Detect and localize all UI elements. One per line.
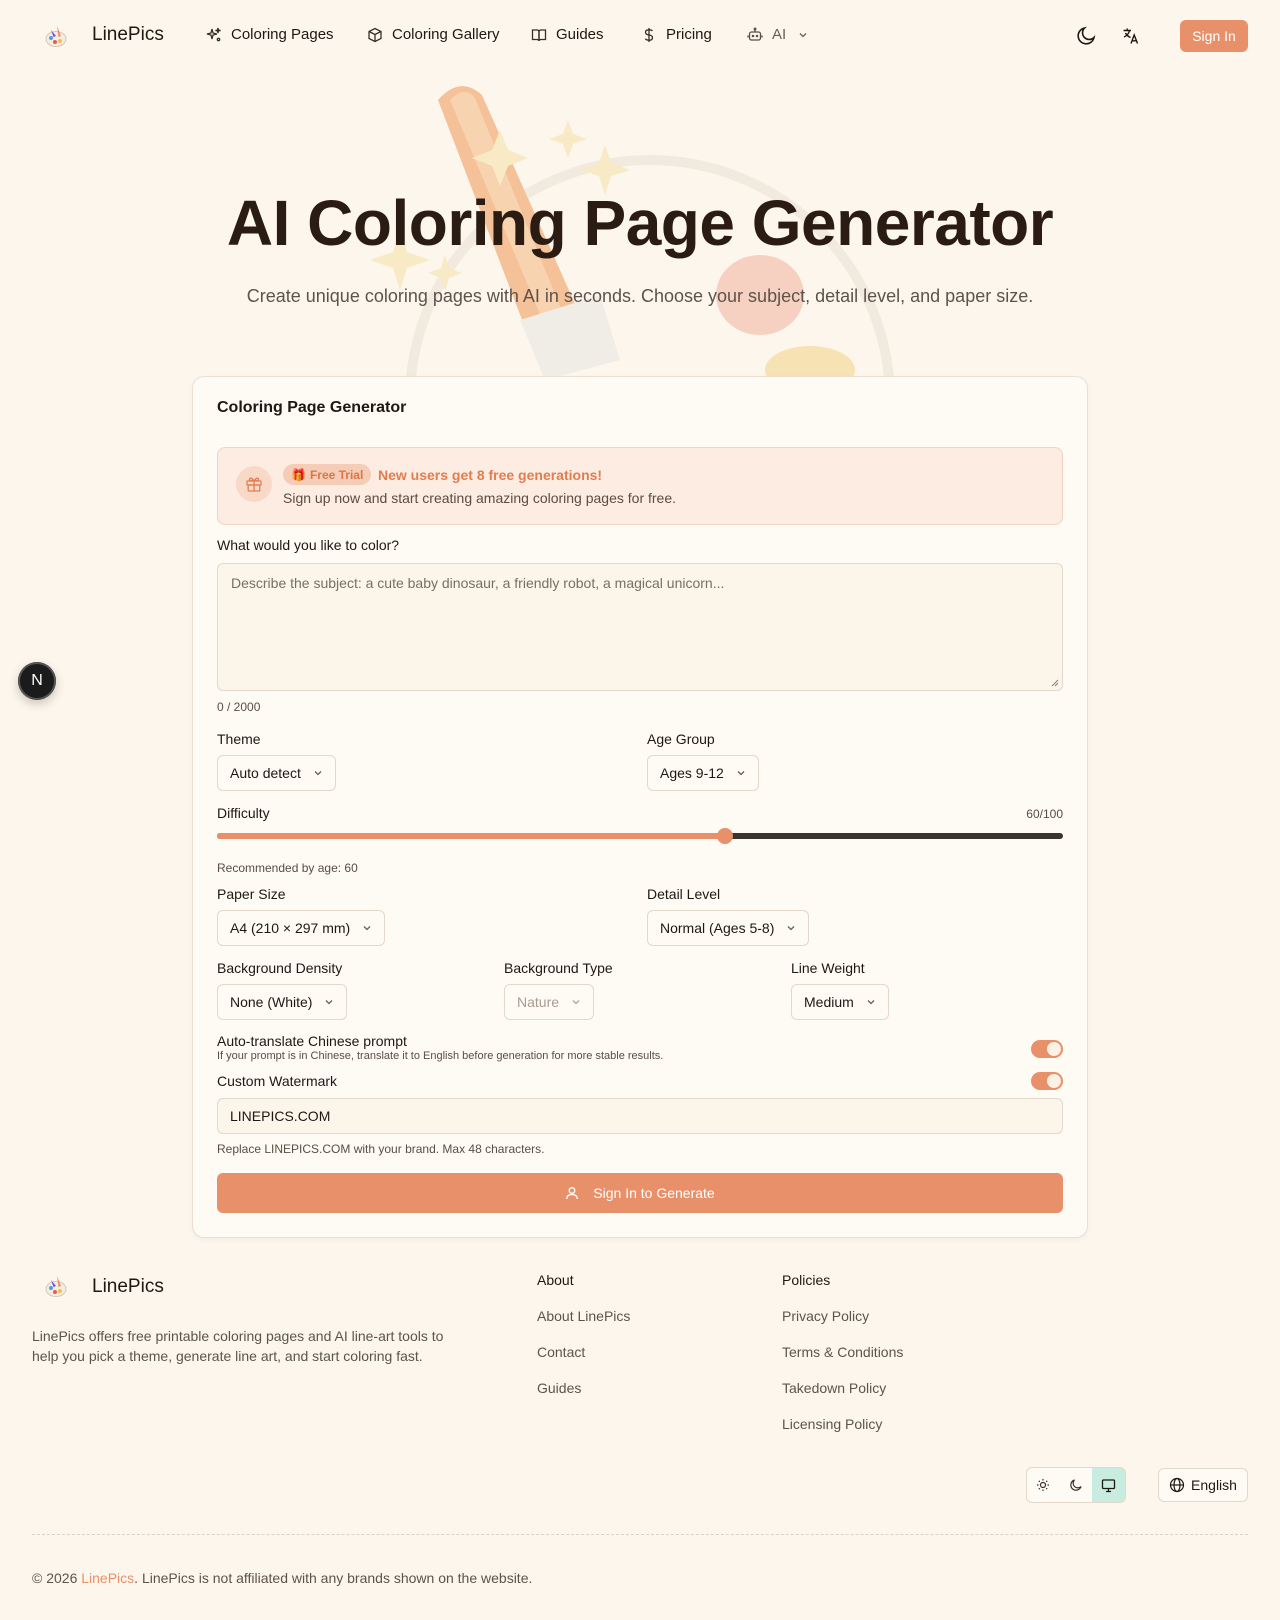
nav-ai-dropdown[interactable] [747,26,808,43]
page-title: AI Coloring Page Generator [226,187,1054,259]
footer-link-privacy[interactable]: Privacy Policy [782,1308,870,1324]
select-value: Nature [517,994,560,1010]
chevron-down-icon [798,30,808,40]
brand-name[interactable]: LinePics [92,24,164,45]
nav-guides[interactable] [531,26,604,43]
detail-level-label: Detail Level [647,886,721,902]
nav-coloring-gallery[interactable] [367,26,500,43]
theme-select[interactable] [217,755,336,791]
nav-label: Coloring Gallery [392,26,500,43]
paper-size-select[interactable] [217,910,385,946]
footer-about-title: About [537,1272,574,1288]
trial-headline: New users get 8 free generations! [378,467,603,483]
trial-text: Sign up now and start creating amazing coloring pages for free. [283,490,677,506]
gift-icon [245,475,263,493]
sun-icon [1036,1478,1050,1492]
copyright [32,1570,532,1586]
line-weight-label: Line Weight [791,960,865,976]
gift-emoji-icon: 🎁 [291,467,306,482]
monitor-icon [1101,1478,1116,1493]
palette-logo-icon[interactable] [42,1272,70,1300]
nav-label: Coloring Pages [231,26,334,43]
nav-label: Guides [556,26,604,43]
copyright-brand-link[interactable]: LinePics [81,1570,135,1586]
footer-link-licensing[interactable]: Licensing Policy [782,1416,883,1432]
robot-icon [747,27,763,43]
copyright-suffix: . LinePics is not affiliated with any brands shown on the website. [134,1570,533,1586]
floating-n-button[interactable]: N [18,662,56,700]
detail-level-select[interactable] [647,910,809,946]
paper-size-label: Paper Size [217,886,286,902]
footer-divider [32,1534,1248,1535]
language-selector[interactable] [1158,1468,1248,1502]
user-icon [565,1186,579,1200]
badge-label: Free Trial [309,467,364,482]
watermark-toggle[interactable] [1031,1072,1063,1090]
prompt-label: What would you like to color? [217,537,400,553]
sign-in-to-generate-button[interactable] [217,1173,1063,1213]
select-value: A4 (210 × 297 mm) [230,920,351,936]
select-value: Medium [804,994,854,1010]
difficulty-slider-thumb[interactable] [717,828,733,844]
chevron-down-icon [786,923,796,933]
top-navbar [0,0,1280,72]
auto-translate-toggle[interactable] [1031,1040,1063,1058]
free-trial-banner [217,447,1063,525]
chevron-down-icon [866,997,876,1007]
palette-logo-icon[interactable] [42,22,70,50]
footer-description: LinePics offers free printable coloring pages and AI line-art tools to help you pick a theme, generate line art, and start coloring fast. [32,1328,444,1364]
select-value: Ages 9-12 [660,765,724,781]
character-counter: 0 / 2000 [217,700,261,714]
difficulty-readout: 60/100 [1026,807,1063,821]
select-value: Auto detect [230,765,301,781]
chevron-down-icon [362,923,372,933]
footer-brand-name[interactable]: LinePics [92,1276,164,1297]
background-density-label: Background Density [217,960,343,976]
chevron-down-icon [313,768,323,778]
difficulty-label: Difficulty [217,805,270,821]
select-value: Normal (Ages 5-8) [660,920,775,936]
watermark-hint: Replace LINEPICS.COM with your brand. Max 48 characters. [217,1142,545,1156]
chevron-down-icon [571,997,581,1007]
difficulty-hint: Recommended by age: 60 [217,861,358,875]
select-value: None (White) [230,994,313,1010]
auto-translate-description: If your prompt is in Chinese, translate it to English before generation for more stable results. [217,1050,664,1062]
prompt-textarea[interactable] [217,563,1063,691]
auto-translate-label: Auto-translate Chinese prompt [217,1033,407,1049]
prompt-placeholder: Describe the subject: a cute baby dinosaur, a friendly robot, a magical unicorn... [231,575,725,591]
button-label: Sign In to Generate [593,1185,715,1201]
cube-icon [367,27,383,43]
background-type-label: Background Type [504,960,613,976]
dollar-icon [641,27,657,43]
globe-icon [1169,1477,1185,1493]
watermark-input[interactable]: LINEPICS.COM [217,1098,1063,1134]
page-subtitle: Create unique coloring pages with AI in seconds. Choose your subject, detail level, and paper size. [246,286,1034,306]
generator-card [192,376,1088,1238]
gift-icon-wrap [236,466,272,502]
resize-handle-icon[interactable] [1051,679,1059,687]
book-icon [531,27,547,43]
footer-policies-title: Policies [782,1272,831,1288]
translate-icon[interactable] [1122,27,1140,45]
age-group-label: Age Group [647,731,715,747]
nav-label: Pricing [666,26,712,43]
background-type-select [504,984,594,1020]
theme-switcher [1026,1467,1126,1503]
card-title: Coloring Page Generator [217,399,407,416]
chevron-down-icon [736,768,746,778]
footer-link-terms[interactable]: Terms & Conditions [782,1344,904,1360]
theme-dark-button[interactable] [1060,1468,1093,1502]
nav-pricing[interactable] [641,26,712,43]
moon-icon [1069,1478,1083,1492]
theme-system-button[interactable] [1092,1468,1125,1502]
footer-link-contact[interactable]: Contact [537,1344,586,1360]
free-trial-badge [283,464,371,485]
background-density-select[interactable] [217,984,347,1020]
footer-link-takedown[interactable]: Takedown Policy [782,1380,887,1396]
line-weight-select[interactable] [791,984,889,1020]
language-label: English [1191,1477,1237,1493]
watermark-label: Custom Watermark [217,1073,338,1089]
copyright-prefix: © 2026 [32,1570,82,1586]
nav-coloring-pages[interactable] [206,26,334,43]
footer-link-guides[interactable]: Guides [537,1380,582,1396]
moon-icon[interactable] [1076,24,1098,46]
sparkles-icon [206,27,222,43]
age-group-select[interactable] [647,755,759,791]
chevron-down-icon [324,997,334,1007]
theme-light-button[interactable] [1027,1468,1060,1502]
sign-in-button[interactable]: Sign In [1180,20,1248,52]
theme-label: Theme [217,731,261,747]
nav-label: AI [772,26,787,43]
footer-link-about[interactable]: About LinePics [537,1308,631,1324]
difficulty-slider-fill [217,833,725,839]
